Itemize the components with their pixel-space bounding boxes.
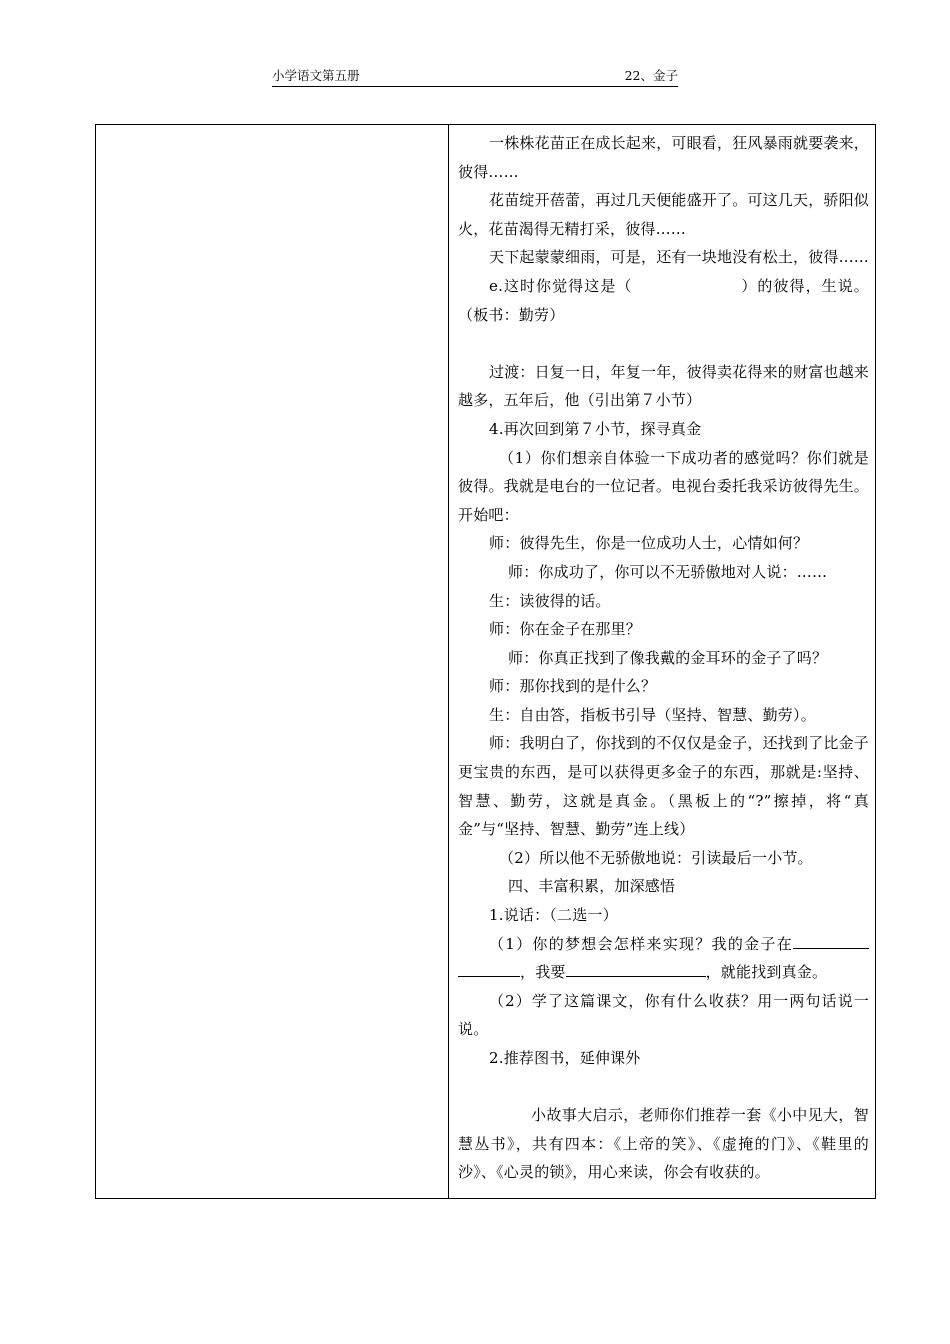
- paragraph-speaking: 1.说话：（二选一）: [489, 906, 618, 925]
- paragraph-option-1: [458, 930, 869, 987]
- page-header: [272, 66, 678, 87]
- option-1-end: ，就能找到真金。: [705, 963, 828, 982]
- fill-blank: [458, 960, 520, 977]
- header-book-title: 小学语文第五册: [272, 68, 360, 83]
- dialogue-summary: 师：我明白了，你找到的不仅仅是金子，还找到了比金子更宝贵的东西，是可以获得更多金子的东西，那就是:坚持、智慧、勤劳，这就是真金。（黑板上的“?”擦掉，将“真金”与“坚持、智慧、勤劳”连上线）: [458, 734, 870, 839]
- paragraph-transition: 过渡：日复一日，年复一年，彼得卖花得来的财富也越来越多，五年后，他（引出第７小节）: [458, 362, 870, 410]
- option-1-middle: ，我要: [520, 963, 566, 982]
- paragraph-question-e: [458, 272, 869, 329]
- spacer: [458, 329, 869, 358]
- paragraph-bud: 花苗绽开蓓蕾，再过几天便能盛开了。可这几天，骄阳似火，花苗渴得无精打采，彼得……: [458, 191, 870, 238]
- fill-blank: [793, 932, 869, 949]
- question-e-start: e.这时你觉得这是（: [489, 276, 633, 295]
- paragraph-option-2: （2）学了这篇课文，你有什么收获？用一两句话说一说。: [458, 991, 869, 1039]
- lesson-table: [95, 124, 876, 1199]
- paragraph-reading: （2）所以他不无骄傲地说：引读最后一小节。: [499, 848, 813, 867]
- lesson-content: [458, 129, 869, 1187]
- table-left-column: [96, 125, 449, 1198]
- paragraph-storm: 一株株花苗正在成长起来，可眼看，狂风暴雨就要袭来，彼得……: [458, 134, 870, 181]
- paragraph-books-heading: 2.推荐图书，延伸课外: [489, 1049, 641, 1067]
- dialogue-line: 生：读彼得的话。: [489, 591, 611, 610]
- paragraph-step4: 4.再次回到第７小节，探寻真金: [489, 419, 702, 438]
- question-e-end: ）的彼得，生说。（板书：勤劳）: [458, 276, 869, 324]
- paragraph-interview: （1）你们想亲自体验一下成功者的感觉吗？你们就是彼得。我就是电台的一位记者。电视台委托我采访彼得先生。开始吧：: [458, 448, 869, 524]
- fill-blank: [566, 960, 706, 977]
- dialogue-line: 师：彼得先生，你是一位成功人士，心情如何？: [489, 534, 809, 553]
- header-lesson-title: 22、金子: [624, 68, 678, 83]
- dialogue-line: 师：那你找到的是什么？: [489, 677, 657, 696]
- dialogue-line: 生：自由答，指板书引导（坚持、智慧、勤劳）。: [489, 705, 816, 724]
- paragraph-book-recommendation: 小故事大启示，老师你们推荐一套《小中见大，智慧丛书》，共有四本：《上帝的笑》、《虚掩的门》、《鞋里的沙》、《心灵的锁》，用心来读，你会有收获的。: [458, 1106, 869, 1182]
- dialogue-line: 师：你成功了，你可以不无骄傲地对人说：……: [508, 562, 828, 581]
- option-1-start: （1）你的梦想会怎样来实现？我的金子在: [489, 934, 793, 953]
- spacer: [458, 1073, 869, 1102]
- dialogue-line: 师：你真正找到了像我戴的金耳环的金子了吗？: [508, 648, 828, 667]
- table-right-column: [449, 125, 875, 1198]
- section-heading-4: 四、丰富积累，加深感悟: [508, 877, 676, 896]
- paragraph-rain: 天下起蒙蒙细雨，可是，还有一块地没有松土，彼得……: [489, 248, 870, 267]
- dialogue-line: 师：你在金子在那里？: [489, 620, 642, 639]
